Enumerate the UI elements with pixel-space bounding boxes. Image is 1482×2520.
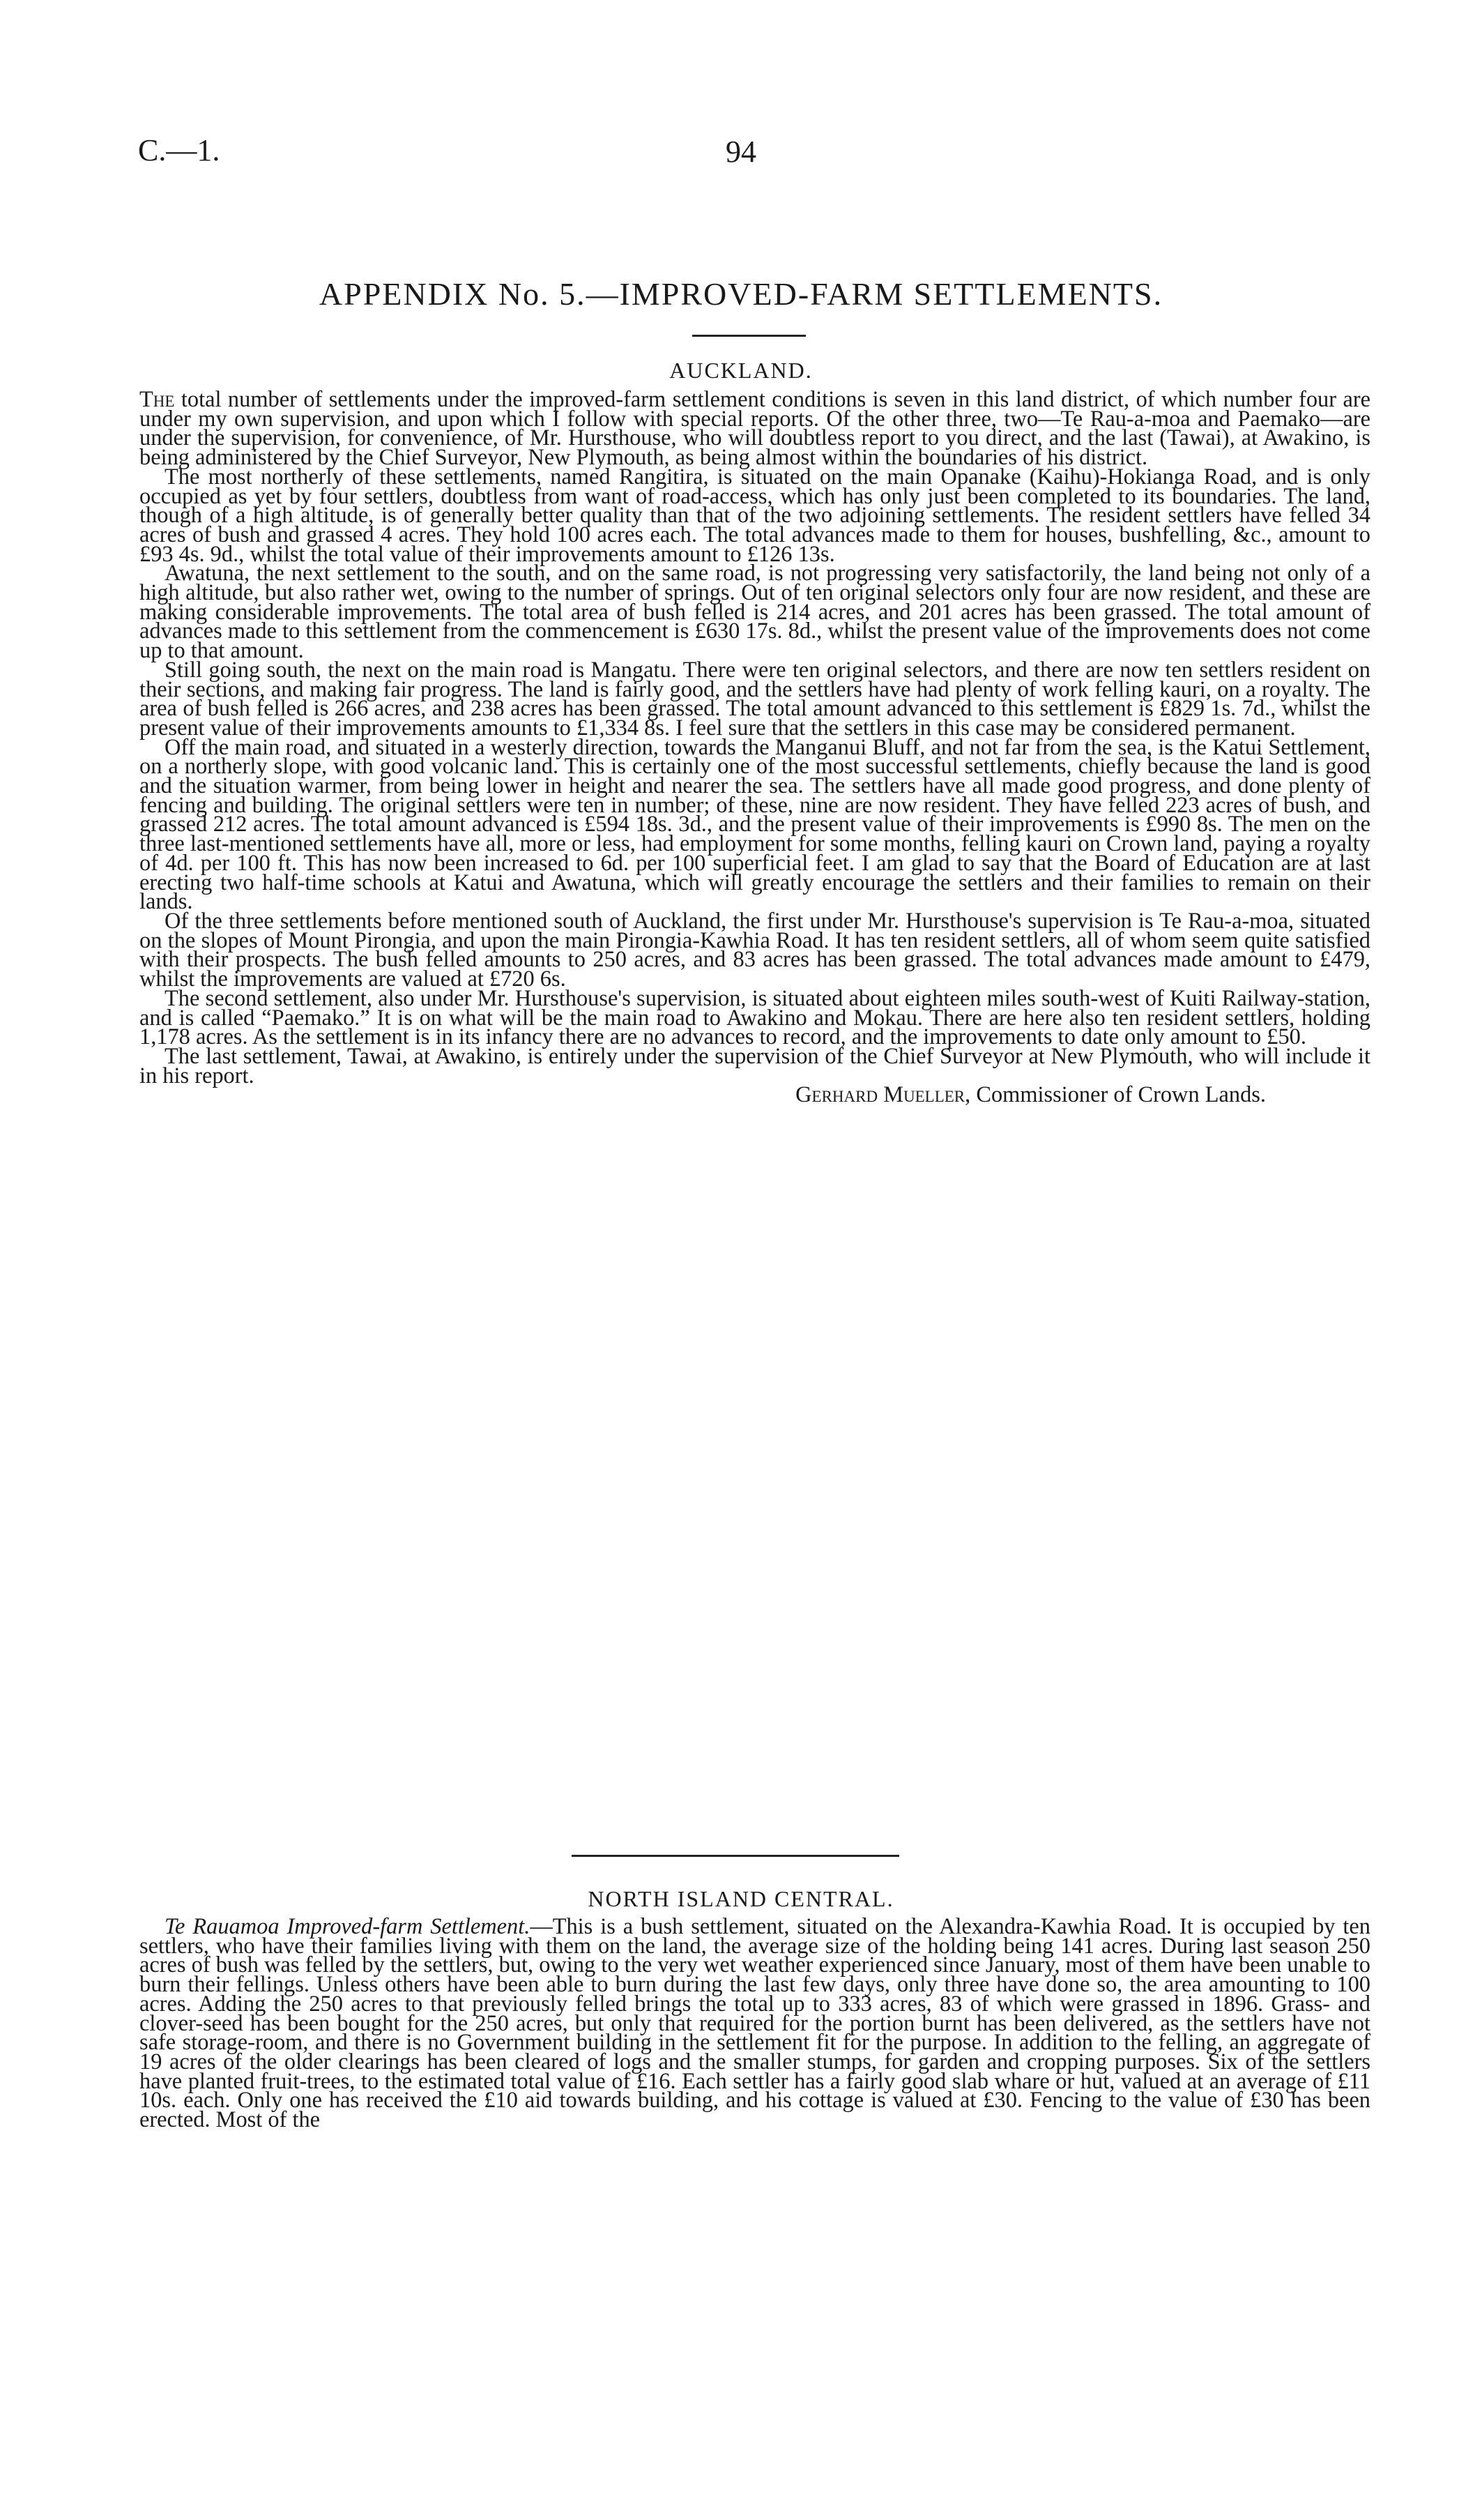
paragraph: Awatuna, the next settlement to the south, and on the same road, is not progressing very satisfactorily, the land being not only of a high altitude, but also rather wet, owing to the number of springs. Out of ten original selectors only four are now resident, and these are making considerable improvements. The total area of bush felled is 214 acres, and 201 acres has been grassed. The total amount of advances made to this settlement from the commencement is £630 17s. 8d., whilst the present value of the improvements does not come up to that amount. xyxy=(139,561,1370,664)
page-number: 94 xyxy=(726,135,756,169)
auckland-section-body xyxy=(139,387,1370,1108)
paragraph: Off the main road, and situated in a westerly direction, towards the Manganui Bluff, and not far from the sea, is the Katui Settlement, on a northerly slope, with good volcanic land. This is certainly one of the most successful settlements, chiefly because the land is good and the situation warmer, from being lower in height and nearer the sea. The settlers have all made good progress, and done plenty of fencing and building. The original settlers were ten in number; of these, nine are now resident. They have felled 223 acres of bush, and grassed 212 acres. The total amount advanced is £594 18s. 3d., and the present value of their improvements is £990 8s. The men on the three last-mentioned settlements have all, more or less, had employment for some months, felling kauri on Crown land, paying a royalty of 4d. per 100 ft. This has now been increased to 6d. per 100 superficial feet. I am glad to say that the Board of Education are at last erecting two half-time schools at Katui and Awatuna, which will greatly encourage the settlers and their families to remain on their lands. xyxy=(139,734,1370,915)
paragraph-lead-word: The xyxy=(139,387,175,412)
paragraph: The most northerly of these settlements, named Rangitira, is situated on the main Opanake (Kaihu)-Hokianga Road, and is only occupied as yet by four settlers, doubtless from want of road-access, which has only just been completed to its boundaries. The land, though of a high altitude, is of generally better quality than that of the two adjoining settlements. The resident settlers have felled 34 acres of bush and grassed 4 acres. They hold 100 acres each. The total advances made to them for houses, bushfelling, &c., amount to £93 4s. 9d., whilst the total value of their improvements amount to £126 13s. xyxy=(139,464,1370,567)
paragraph: Of the three settlements before mentioned south of Auckland, the first under Mr. Hursthouse's supervision is Te Rau-a-moa, situated on the slopes of Mount Pirongia, and upon the main Pirongia-Kawhia Road. It has ten resident settlers, all of whom seem quite satisfied with their prospects. The bush felled amounts to 250 acres, and 83 acres has been grassed. The total advances made amount to £479, whilst the improvements are valued at £720 6s. xyxy=(139,908,1370,992)
section-heading-north-island-central: NORTH ISLAND CENTRAL. xyxy=(588,1886,894,1911)
title-divider xyxy=(692,335,806,337)
north-island-central-section-body xyxy=(139,1914,1370,2133)
signature-name: Gerhard Mueller xyxy=(795,1082,965,1108)
signature-line xyxy=(139,1082,1370,1108)
section-heading-auckland: AUCKLAND. xyxy=(669,358,813,383)
paragraph: The second settlement, also under Mr. Hursthouse's supervision, is situated about eighteen miles south-west of Kuiti Railway-station, and is called “Paemako.” It is on what will be the main road to Awakino and Mokau. There are here also ten resident settlers, holding 1,178 acres. As the settlement is in its infancy there are no advances to record, and the improvements to date only amount to £50. xyxy=(139,985,1370,1050)
paragraph-text: —This is a bush settlement, situated on the Alexandra-Kawhia Road. It is occupied by ten settlers, who have their families living with them on the land, the average size of the holding being 141 acres. During last season 250 acres of bush was felled by the settlers, but, owing to the very wet weather experienced since January, most of them have been unable to burn their fellings. Unless others have been able to burn during the last few days, only three have done so, the area amounting to 100 acres. Adding the 250 acres to that previously felled brings the total up to 333 acres, 83 of which were grassed in 1896. Grass- and clover-seed has been bought for the 250 acres, but only that required for the portion burnt has been delivered, as the settlers have not safe storage-room, and there is no Government building in the settlement fit for the purpose. In addition to the felling, an aggregate of 19 acres of the older clearings has been cleared of logs and the smaller stumps, for garden and cropping purposes. Six of the settlers have planted fruit-trees, to the estimated total value of £16. Each settler has a fairly good slab whare or hut, valued at an average of £11 10s. each. Only one has received the £10 aid towards building, and his cottage is valued at £30. Fencing to the value of £30 has been erected. Most of the xyxy=(139,1914,1370,2133)
paragraph xyxy=(139,1914,1370,2133)
paragraph xyxy=(139,387,1370,471)
signature-title: , Commissioner of Crown Lands. xyxy=(965,1082,1266,1108)
settlement-name: Te Rauamoa Improved-farm Settlement. xyxy=(165,1914,530,1939)
section-divider xyxy=(572,1855,899,1857)
paragraph: Still going south, the next on the main road is Mangatu. There were ten original selectors, and there are now ten settlers resident on their sections, and making fair progress. The land is fairly good, and the settlers have had plenty of work felling kauri, on a royalty. The area of bush felled is 266 acres, and 238 acres has been grassed. The total amount advanced to this settlement is £829 1s. 7d., whilst the present value of their improvements amounts to £1,334 8s. I feel sure that the settlers in this case may be considered permanent. xyxy=(139,657,1370,741)
paragraph: The last settlement, Tawai, at Awakino, is entirely under the supervision of the Chief Surveyor at New Plymouth, who will include it in his report. xyxy=(139,1043,1370,1088)
paragraph-text: total number of settlements under the improved-farm settlement conditions is seven in this land district, of which number four are under my own supervision, and upon which I follow with special reports. Of the other three, two—Te Rau-a-moa and Paemako—are under the supervision, for convenience, of Mr. Hursthouse, who will doubtless report to you direct, and the last (Tawai), at Awakino, is being administered by the Chief Surveyor, New Plymouth, as being almost within the boundaries of his district. xyxy=(139,387,1370,471)
document-code: C.—1. xyxy=(138,133,220,167)
page-title: APPENDIX No. 5.—IMPROVED-FARM SETTLEMENTS. xyxy=(319,276,1163,312)
